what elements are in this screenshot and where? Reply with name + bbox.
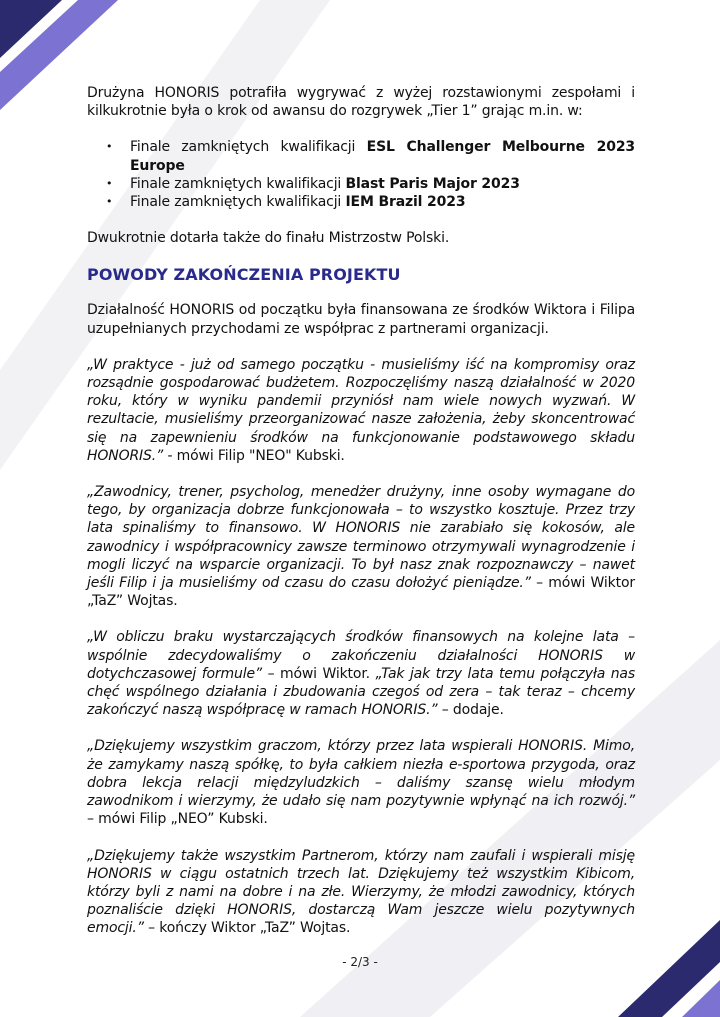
achievement-event: IEM Brazil 2023 xyxy=(345,194,466,211)
funding-paragraph: Działalność HONORIS od początku była finansowana ze środków Wiktora i Filipa uzupełnianych przychodami ze współprac z partnerami organizacji. xyxy=(87,302,635,337)
quote-text: „Dziękujemy wszystkim graczom, którzy przez lata wspierali HONORIS. Mimo, że zamykamy naszą spółkę, to była całkiem niezła e-sportowa przygoda, oraz dobra lekcja relacji międzyludzkich – daliśmy szansę wielu młodym zawodnikom i wierzymy, że udało się nam pozytywnie wpłynąć na ich rozwój.” xyxy=(87,738,635,810)
quote-attribution: – kończy Wiktor „TaZ” Wojtas. xyxy=(143,920,351,937)
achievement-prefix: Finale zamkniętych kwalifikacji xyxy=(130,194,346,211)
page-number: - 2/3 - xyxy=(342,955,378,969)
quote-paragraph-2 xyxy=(87,483,635,610)
list-item xyxy=(87,193,635,211)
achievement-prefix: Finale zamkniętych kwalifikacji xyxy=(130,139,367,156)
achievement-event: ESL Challenger Melbourne 2023 Europe xyxy=(130,139,635,174)
quote-text-part-1: „W obliczu braku wystarczających środków finansowych na kolejne lata – wspólnie zdecydowaliśmy o zakończeniu działalności HONORIS w dotychczasowej formule” xyxy=(87,629,635,682)
list-item xyxy=(87,138,635,174)
quote-attribution: – mówi Filip „NEO” Kubski. xyxy=(87,811,268,828)
achievement-event: Blast Paris Major 2023 xyxy=(345,175,520,192)
quote-text-part-2: „Tak jak trzy lata temu połączyła nas chęć wspólnego działania i zbudowania czegoś od zera – tak teraz – chcemy zakończyć naszą współpracę w ramach HONORIS.” xyxy=(87,665,636,719)
quote-attribution: – dodaje. xyxy=(437,702,504,719)
quote-paragraph-1 xyxy=(87,356,635,465)
quote-text: „Dziękujemy także wszystkim Partnerom, którzy nam zaufali i wspierali misję HONORIS w ciągu ostatnich trzech lat. Dziękujemy też wszystkim Kibicom, którzy byli z nami na dobre i na złe. Wierzymy, że młodzi zawodnicy, których poznaliście dzięki HONORIS, dostarczą Wam jeszcze wielu pozytywnych emocji.” xyxy=(87,847,635,937)
achievement-prefix: Finale zamkniętych kwalifikacji xyxy=(130,175,346,192)
quote-text: „Zawodnicy, trener, psycholog, menedżer drużyny, inne osoby wymagane do tego, by organizacja dobrze funkcjonowała – to wszystko kosztuje. Przez trzy lata spinaliśmy to finansowo. W HONORIS nie zarabiało się kokosów, ale zawodnicy i współpracownicy zawsze terminowo otrzymywali wynagrodzenie i mogli liczyć na wsparcie organizacji. To był nasz znak rozpoznawczy – nawet jeśli Filip i ja musieliśmy od czasu do czasu dołożyć pieniądze.” xyxy=(87,484,635,592)
section-heading: POWODY ZAKOŃCZENIA PROJEKTU xyxy=(87,265,401,285)
intro-paragraph: Drużyna HONORIS potrafiła wygrywać z wyżej rozstawionymi zespołami i kilkukrotnie była o krok od awansu do rozgrywek „Tier 1” grając m.in. w: xyxy=(87,85,635,120)
national-final-paragraph: Dwukrotnie dotarła także do finału Mistrzostw Polski. xyxy=(87,230,450,247)
quote-text: „W praktyce - już od samego początku - musieliśmy iść na kompromisy oraz rozsądnie gospodarować budżetem. Rozpoczęliśmy naszą działalność w 2020 roku, który w wyniku pandemii przyniósł nam wiele nowych wyzwań. W rezultacie, musieliśmy przeorganizować nasze założenia, żeby skoncentrować się na zapewnieniu środków na funkcjonowanie podstawowego składu HONORIS.” xyxy=(87,356,635,464)
quote-paragraph-3 xyxy=(87,628,635,719)
page-content xyxy=(87,84,635,956)
quote-attribution: - mówi Filip "NEO" Kubski. xyxy=(163,447,345,464)
quote-attribution-middle: – mówi Wiktor. xyxy=(262,665,376,682)
quote-attribution: – mówi Wiktor „TaZ” Wojtas. xyxy=(87,575,635,610)
quote-paragraph-4 xyxy=(87,737,635,828)
list-item xyxy=(87,175,635,193)
achievements-list xyxy=(87,138,635,211)
quote-paragraph-5 xyxy=(87,847,635,938)
